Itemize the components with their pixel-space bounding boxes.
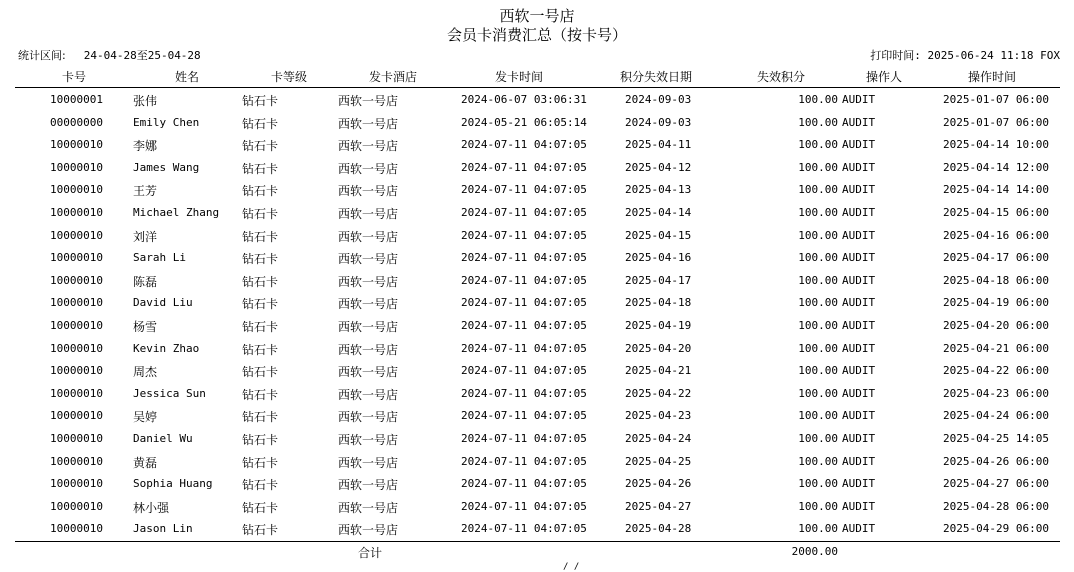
cell-points: 100.00 <box>798 522 838 536</box>
cell-issue-time: 2024-07-11 04:07:05 <box>461 160 587 174</box>
cell-hotel: 西软一号店 <box>338 274 399 289</box>
cell-card-no: 10000001 <box>50 93 103 106</box>
cell-expiry: 2025-04-25 <box>625 454 692 468</box>
cell-name: 刘洋 <box>133 229 158 244</box>
cell-card-no: 10000010 <box>50 477 103 491</box>
table-row <box>0 451 1074 474</box>
cell-issue-time: 2024-07-11 04:07:05 <box>461 499 587 513</box>
cell-name: 陈磊 <box>133 274 158 289</box>
cell-points: 100.00 <box>798 296 838 310</box>
cell-name: 杨雪 <box>133 319 158 334</box>
cell-card-no: 10000010 <box>50 160 103 174</box>
cell-level: 钻石卡 <box>242 206 279 221</box>
cell-hotel: 西软一号店 <box>338 252 399 267</box>
cell-level: 钻石卡 <box>242 184 279 199</box>
cell-level: 钻石卡 <box>242 455 279 470</box>
table-row <box>0 428 1074 451</box>
cell-name: Jessica Sun <box>133 386 206 400</box>
report-table-body <box>0 89 1074 541</box>
cell-card-no: 10000010 <box>50 431 103 445</box>
cell-expiry: 2025-04-22 <box>625 386 692 400</box>
cell-hotel: 西软一号店 <box>338 410 399 425</box>
cell-points: 100.00 <box>798 93 838 106</box>
table-row <box>0 112 1074 135</box>
cell-points: 100.00 <box>798 318 838 332</box>
period-value: 24-04-28至25-04-28 <box>83 49 201 62</box>
column-header-issuing-hotel: 发卡酒店 <box>369 70 418 84</box>
cell-level: 钻石卡 <box>242 387 279 402</box>
column-header-level: 卡等级 <box>271 70 308 84</box>
cell-issue-time: 2024-07-11 04:07:05 <box>461 205 587 219</box>
cell-op-time: 2025-04-14 12:00 <box>943 160 1049 174</box>
cell-op-time: 2025-04-24 06:00 <box>943 409 1049 423</box>
cell-name: David Liu <box>133 296 193 310</box>
table-row <box>0 518 1074 541</box>
store-name: 西软一号店 <box>499 7 575 25</box>
cell-expiry: 2025-04-28 <box>625 522 692 536</box>
cell-issue-time: 2024-07-11 04:07:05 <box>461 409 587 423</box>
cell-expiry: 2025-04-15 <box>625 228 692 242</box>
cell-hotel: 西软一号店 <box>338 455 399 470</box>
cell-name: 王芳 <box>133 184 158 199</box>
cell-hotel: 西软一号店 <box>338 500 399 515</box>
table-row <box>0 496 1074 519</box>
cell-name: 李娜 <box>133 139 158 154</box>
cell-hotel: 西软一号店 <box>338 206 399 221</box>
header-divider <box>15 87 1060 88</box>
cell-hotel: 西软一号店 <box>338 297 399 312</box>
report-title: 会员卡消费汇总（按卡号） <box>446 26 627 44</box>
cell-points: 100.00 <box>798 454 838 468</box>
cell-card-no: 10000010 <box>50 228 103 242</box>
cell-op-time: 2025-04-26 06:00 <box>943 454 1049 468</box>
table-row <box>0 247 1074 270</box>
cell-points: 100.00 <box>798 228 838 242</box>
statistics-period <box>18 47 201 63</box>
cell-name: Daniel Wu <box>133 431 193 445</box>
cell-op-time: 2025-04-14 14:00 <box>943 183 1049 197</box>
cell-issue-time: 2024-07-11 04:07:05 <box>461 364 587 378</box>
cell-level: 钻石卡 <box>242 274 279 289</box>
cell-operator: AUDIT <box>842 499 876 513</box>
cell-op-time: 2025-04-21 06:00 <box>943 341 1049 355</box>
cell-name: 张伟 <box>133 94 158 108</box>
cell-hotel: 西软一号店 <box>338 161 399 176</box>
table-row <box>0 338 1074 361</box>
cell-operator: AUDIT <box>842 138 876 152</box>
cell-operator: AUDIT <box>842 522 876 536</box>
cell-operator: AUDIT <box>842 228 876 242</box>
table-row <box>0 157 1074 180</box>
cell-operator: AUDIT <box>842 93 876 106</box>
cell-points: 100.00 <box>798 138 838 152</box>
cell-points: 100.00 <box>798 251 838 265</box>
cell-level: 钻石卡 <box>242 297 279 312</box>
cell-expiry: 2025-04-13 <box>625 183 692 197</box>
cell-level: 钻石卡 <box>242 523 279 538</box>
cell-name: 周杰 <box>133 365 158 380</box>
cell-op-time: 2025-04-18 06:00 <box>943 273 1049 287</box>
cell-points: 100.00 <box>798 273 838 287</box>
cell-card-no: 10000010 <box>50 183 103 197</box>
cell-op-time: 2025-04-28 06:00 <box>943 499 1049 513</box>
cell-operator: AUDIT <box>842 251 876 265</box>
cell-issue-time: 2024-07-11 04:07:05 <box>461 318 587 332</box>
cell-issue-time: 2024-07-11 04:07:05 <box>461 522 587 536</box>
cell-level: 钻石卡 <box>242 432 279 447</box>
cell-op-time: 2025-04-22 06:00 <box>943 364 1049 378</box>
cell-expiry: 2025-04-23 <box>625 409 692 423</box>
cell-level: 钻石卡 <box>242 342 279 357</box>
cell-points: 100.00 <box>798 183 838 197</box>
cell-card-no: 10000010 <box>50 296 103 310</box>
cell-name: Kevin Zhao <box>133 341 200 355</box>
cell-hotel: 西软一号店 <box>338 139 399 154</box>
column-header-expired-points: 失效积分 <box>757 70 806 84</box>
column-header-name: 姓名 <box>175 70 200 84</box>
cell-level: 钻石卡 <box>242 252 279 267</box>
cell-operator: AUDIT <box>842 477 876 491</box>
footer-divider <box>15 541 1060 542</box>
table-row <box>0 360 1074 383</box>
cell-card-no: 10000010 <box>50 251 103 265</box>
cell-issue-time: 2024-07-11 04:07:05 <box>461 183 587 197</box>
column-header-issue-time: 发卡时间 <box>495 70 544 84</box>
table-row <box>0 292 1074 315</box>
table-row <box>0 270 1074 293</box>
cell-expiry: 2025-04-17 <box>625 273 692 287</box>
cell-card-no: 10000010 <box>50 341 103 355</box>
cell-name: Sarah Li <box>133 251 186 265</box>
cell-operator: AUDIT <box>842 341 876 355</box>
cell-hotel: 西软一号店 <box>338 94 399 108</box>
cell-issue-time: 2024-07-11 04:07:05 <box>461 251 587 265</box>
cell-name: Jason Lin <box>133 522 193 536</box>
cell-level: 钻石卡 <box>242 161 279 176</box>
cell-points: 100.00 <box>798 364 838 378</box>
cell-operator: AUDIT <box>842 296 876 310</box>
cell-card-no: 10000010 <box>50 409 103 423</box>
cell-points: 100.00 <box>798 160 838 174</box>
cell-operator: AUDIT <box>842 205 876 219</box>
cell-issue-time: 2024-07-11 04:07:05 <box>461 477 587 491</box>
cell-expiry: 2025-04-14 <box>625 205 692 219</box>
cell-name: Sophia Huang <box>133 477 213 491</box>
table-row <box>0 405 1074 428</box>
table-row <box>0 473 1074 496</box>
cell-name: Emily Chen <box>133 115 200 129</box>
cell-name: James Wang <box>133 160 200 174</box>
cell-issue-time: 2024-07-11 04:07:05 <box>461 341 587 355</box>
cell-op-time: 2025-04-27 06:00 <box>943 477 1049 491</box>
cell-level: 钻石卡 <box>242 500 279 515</box>
cell-operator: AUDIT <box>842 431 876 445</box>
table-row <box>0 315 1074 338</box>
cell-level: 钻石卡 <box>242 116 279 131</box>
cell-card-no: 10000010 <box>50 386 103 400</box>
cell-hotel: 西软一号店 <box>338 387 399 402</box>
cell-hotel: 西软一号店 <box>338 523 399 538</box>
cell-issue-time: 2024-07-11 04:07:05 <box>461 454 587 468</box>
table-row <box>0 134 1074 157</box>
cell-points: 100.00 <box>798 499 838 513</box>
column-header-op-time: 操作时间 <box>968 70 1017 84</box>
cell-op-time: 2025-04-25 14:05 <box>943 431 1049 445</box>
cell-hotel: 西软一号店 <box>338 342 399 357</box>
column-header-operator: 操作人 <box>866 70 903 84</box>
cell-op-time: 2025-04-19 06:00 <box>943 296 1049 310</box>
cell-issue-time: 2024-05-21 06:05:14 <box>461 115 587 129</box>
cell-name: Michael Zhang <box>133 205 220 219</box>
total-value: 2000.00 <box>791 545 838 558</box>
print-time: 打印时间: 2025-06-24 11:18 FOX <box>870 49 1060 62</box>
cell-card-no: 10000010 <box>50 364 103 378</box>
cell-name: 林小强 <box>133 500 170 515</box>
page-number: / / <box>563 562 580 572</box>
cell-expiry: 2025-04-16 <box>625 251 692 265</box>
table-row <box>0 383 1074 406</box>
cell-issue-time: 2024-07-11 04:07:05 <box>461 296 587 310</box>
cell-op-time: 2025-04-14 10:00 <box>943 138 1049 152</box>
table-row <box>0 202 1074 225</box>
cell-op-time: 2025-04-20 06:00 <box>943 318 1049 332</box>
table-row <box>0 225 1074 248</box>
cell-points: 100.00 <box>798 341 838 355</box>
cell-operator: AUDIT <box>842 454 876 468</box>
cell-operator: AUDIT <box>842 160 876 174</box>
cell-card-no: 10000010 <box>50 522 103 536</box>
cell-hotel: 西软一号店 <box>338 116 399 131</box>
cell-points: 100.00 <box>798 115 838 129</box>
cell-expiry: 2024-09-03 <box>625 93 692 106</box>
cell-op-time: 2025-04-17 06:00 <box>943 251 1049 265</box>
cell-expiry: 2025-04-21 <box>625 364 692 378</box>
cell-issue-time: 2024-07-11 04:07:05 <box>461 228 587 242</box>
cell-op-time: 2025-01-07 06:00 <box>943 93 1049 106</box>
cell-hotel: 西软一号店 <box>338 319 399 334</box>
cell-level: 钻石卡 <box>242 410 279 425</box>
cell-expiry: 2025-04-26 <box>625 477 692 491</box>
cell-operator: AUDIT <box>842 409 876 423</box>
cell-operator: AUDIT <box>842 115 876 129</box>
cell-points: 100.00 <box>798 205 838 219</box>
cell-issue-time: 2024-07-11 04:07:05 <box>461 431 587 445</box>
cell-level: 钻石卡 <box>242 94 279 108</box>
cell-card-no: 00000000 <box>50 115 103 129</box>
cell-points: 100.00 <box>798 477 838 491</box>
cell-hotel: 西软一号店 <box>338 365 399 380</box>
cell-expiry: 2025-04-24 <box>625 431 692 445</box>
cell-level: 钻石卡 <box>242 139 279 154</box>
cell-card-no: 10000010 <box>50 499 103 513</box>
cell-hotel: 西软一号店 <box>338 229 399 244</box>
cell-expiry: 2025-04-11 <box>625 138 692 152</box>
table-row <box>0 179 1074 202</box>
cell-points: 100.00 <box>798 431 838 445</box>
cell-card-no: 10000010 <box>50 454 103 468</box>
column-header-card-no: 卡号 <box>62 70 87 84</box>
cell-op-time: 2025-04-16 06:00 <box>943 228 1049 242</box>
cell-level: 钻石卡 <box>242 229 279 244</box>
cell-level: 钻石卡 <box>242 478 279 493</box>
cell-op-time: 2025-01-07 06:00 <box>943 115 1049 129</box>
cell-issue-time: 2024-06-07 03:06:31 <box>461 93 587 106</box>
cell-op-time: 2025-04-29 06:00 <box>943 522 1049 536</box>
cell-expiry: 2025-04-19 <box>625 318 692 332</box>
cell-op-time: 2025-04-15 06:00 <box>943 205 1049 219</box>
cell-issue-time: 2024-07-11 04:07:05 <box>461 273 587 287</box>
total-label: 合计 <box>358 546 383 560</box>
cell-name: 吴婷 <box>133 410 158 425</box>
cell-card-no: 10000010 <box>50 318 103 332</box>
cell-op-time: 2025-04-23 06:00 <box>943 386 1049 400</box>
cell-card-no: 10000010 <box>50 138 103 152</box>
cell-card-no: 10000010 <box>50 273 103 287</box>
cell-expiry: 2024-09-03 <box>625 115 692 129</box>
cell-expiry: 2025-04-12 <box>625 160 692 174</box>
cell-operator: AUDIT <box>842 386 876 400</box>
period-label: 统计区间: <box>18 49 66 62</box>
cell-operator: AUDIT <box>842 183 876 197</box>
table-row <box>0 89 1074 112</box>
column-header-expiry-date: 积分失效日期 <box>620 70 693 84</box>
cell-expiry: 2025-04-18 <box>625 296 692 310</box>
cell-issue-time: 2024-07-11 04:07:05 <box>461 386 587 400</box>
cell-operator: AUDIT <box>842 273 876 287</box>
cell-level: 钻石卡 <box>242 365 279 380</box>
cell-operator: AUDIT <box>842 364 876 378</box>
cell-operator: AUDIT <box>842 318 876 332</box>
cell-points: 100.00 <box>798 386 838 400</box>
cell-level: 钻石卡 <box>242 319 279 334</box>
cell-issue-time: 2024-07-11 04:07:05 <box>461 138 587 152</box>
cell-expiry: 2025-04-27 <box>625 499 692 513</box>
cell-hotel: 西软一号店 <box>338 432 399 447</box>
cell-points: 100.00 <box>798 409 838 423</box>
cell-name: 黄磊 <box>133 455 158 470</box>
cell-hotel: 西软一号店 <box>338 478 399 493</box>
cell-hotel: 西软一号店 <box>338 184 399 199</box>
cell-expiry: 2025-04-20 <box>625 341 692 355</box>
cell-card-no: 10000010 <box>50 205 103 219</box>
